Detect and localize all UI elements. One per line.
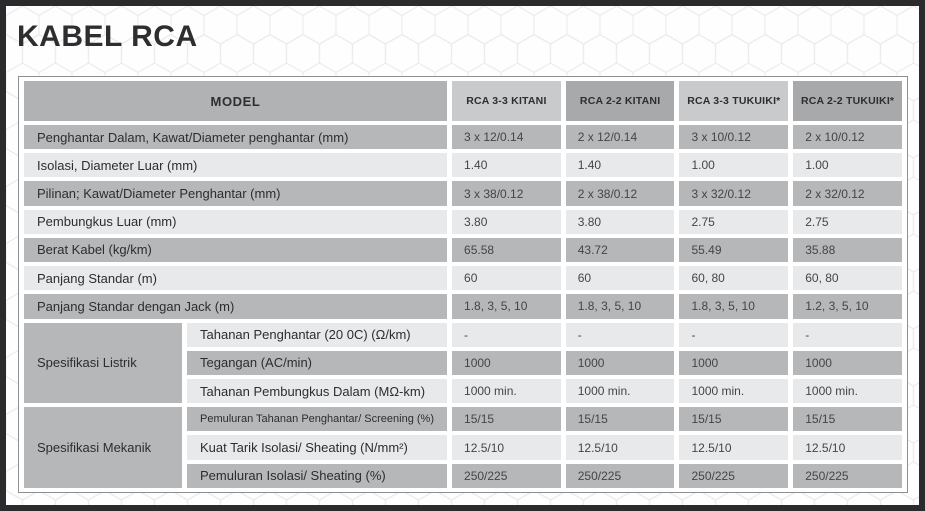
cell-value: 250/225 [793, 464, 902, 488]
cell-value: 1.40 [566, 153, 675, 177]
cell-value: 1000 min. [679, 379, 788, 403]
cell-value: 1000 min. [452, 379, 561, 403]
cell-value: 2.75 [793, 210, 902, 234]
cell-value: - [679, 323, 788, 347]
sub-row-label: Tahanan Pembungkus Dalam (MΩ-km) [187, 379, 447, 403]
cell-value: 60 [452, 266, 561, 290]
cell-value: 12.5/10 [793, 435, 902, 459]
cell-value: 3 x 32/0.12 [679, 181, 788, 205]
table-row [24, 294, 902, 318]
cell-value: 60, 80 [793, 266, 902, 290]
cell-value: 2 x 12/0.14 [566, 125, 675, 149]
row-label: Panjang Standar dengan Jack (m) [24, 294, 447, 318]
table-row [24, 238, 902, 262]
cell-value: - [793, 323, 902, 347]
cell-value: 250/225 [679, 464, 788, 488]
cell-value: 1000 [452, 351, 561, 375]
header-row [24, 81, 902, 121]
cell-value: 12.5/10 [566, 435, 675, 459]
cell-value: 1.40 [452, 153, 561, 177]
cell-value: 15/15 [793, 407, 902, 431]
cell-value: 1.8, 3, 5, 10 [452, 294, 561, 318]
table-row [24, 181, 902, 205]
cell-value: 12.5/10 [452, 435, 561, 459]
sub-row-label: Pemuluran Tahanan Penghantar/ Screening (%) [187, 407, 447, 431]
cell-value: - [452, 323, 561, 347]
row-label: Panjang Standar (m) [24, 266, 447, 290]
table-row [24, 125, 902, 149]
cell-value: 3 x 38/0.12 [452, 181, 561, 205]
sub-row-label: Pemuluran Isolasi/ Sheating (%) [187, 464, 447, 488]
spec-table [19, 77, 907, 492]
cell-value: 15/15 [679, 407, 788, 431]
cell-value: 60, 80 [679, 266, 788, 290]
row-label: Pembungkus Luar (mm) [24, 210, 447, 234]
sub-row-label: Tegangan (AC/min) [187, 351, 447, 375]
cell-value: 1000 [566, 351, 675, 375]
cell-value: 3.80 [566, 210, 675, 234]
cell-value: 1000 min. [793, 379, 902, 403]
table-row [24, 407, 902, 431]
cell-value: 2 x 38/0.12 [566, 181, 675, 205]
sub-row-label: Kuat Tarik Isolasi/ Sheating (N/mm²) [187, 435, 447, 459]
cell-value: 12.5/10 [679, 435, 788, 459]
model-header: MODEL [24, 81, 447, 121]
cell-value: 65.58 [452, 238, 561, 262]
cell-value: 1.00 [793, 153, 902, 177]
cell-value: 15/15 [452, 407, 561, 431]
cell-value: 1.2, 3, 5, 10 [793, 294, 902, 318]
group-label-spesifikasi-mekanik: Spesifikasi Mekanik [24, 407, 182, 488]
column-header-rca-3-3-tukuiki: RCA 3-3 TUKUIKI* [679, 81, 788, 121]
cell-value: 2.75 [679, 210, 788, 234]
cell-value: 1000 [793, 351, 902, 375]
group-label-spesifikasi-listrik: Spesifikasi Listrik [24, 323, 182, 404]
cell-value: 1.8, 3, 5, 10 [679, 294, 788, 318]
cell-value: 3 x 10/0.12 [679, 125, 788, 149]
cell-value: 1000 min. [566, 379, 675, 403]
cell-value: 43.72 [566, 238, 675, 262]
column-header-rca-3-3-kitani: RCA 3-3 KITANI [452, 81, 561, 121]
sub-row-label: Tahanan Penghantar (20 0C) (Ω/km) [187, 323, 447, 347]
column-header-rca-2-2-tukuiki: RCA 2-2 TUKUIKI* [793, 81, 902, 121]
table-row [24, 210, 902, 234]
cell-value: - [566, 323, 675, 347]
cell-value: 250/225 [566, 464, 675, 488]
cell-value: 3.80 [452, 210, 561, 234]
cell-value: 55.49 [679, 238, 788, 262]
spec-table-panel [18, 76, 908, 493]
cell-value: 1.8, 3, 5, 10 [566, 294, 675, 318]
row-label: Berat Kabel (kg/km) [24, 238, 447, 262]
cell-value: 2 x 32/0.12 [793, 181, 902, 205]
cell-value: 2 x 10/0.12 [793, 125, 902, 149]
row-label: Penghantar Dalam, Kawat/Diameter penghantar (mm) [24, 125, 447, 149]
cell-value: 250/225 [452, 464, 561, 488]
cell-value: 15/15 [566, 407, 675, 431]
cell-value: 3 x 12/0.14 [452, 125, 561, 149]
column-header-rca-2-2-kitani: RCA 2-2 KITANI [566, 81, 675, 121]
table-row [24, 153, 902, 177]
cell-value: 1.00 [679, 153, 788, 177]
cell-value: 1000 [679, 351, 788, 375]
page-title: KABEL RCA [17, 20, 198, 53]
row-label: Pilinan; Kawat/Diameter Penghantar (mm) [24, 181, 447, 205]
cell-value: 35.88 [793, 238, 902, 262]
cell-value: 60 [566, 266, 675, 290]
row-label: Isolasi, Diameter Luar (mm) [24, 153, 447, 177]
table-row [24, 266, 902, 290]
table-row [24, 323, 902, 347]
